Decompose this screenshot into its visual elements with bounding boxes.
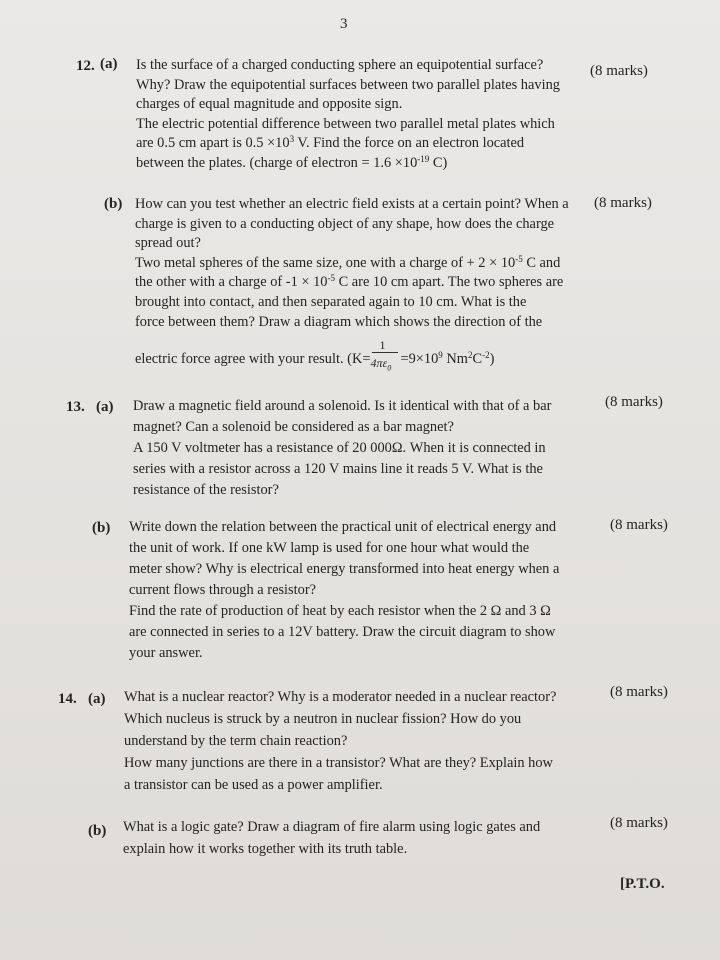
question-14a-text xyxy=(124,686,556,796)
please-turn-over: [P.T.O. xyxy=(620,876,665,892)
question-line: What is a logic gate? Draw a diagram of fire alarm using logic gates and xyxy=(123,819,541,835)
question-line: the other with a charge of $-1 \times 10^{-5}$ C are 10 cm apart. The two spheres are xyxy=(135,273,564,291)
question-line: are 0.5 cm apart is $0.5 \times 10^3$ V. Find the force on an electron located xyxy=(136,134,525,152)
question-14a-marks: (8 marks) xyxy=(610,684,668,700)
question-13b-marks: (8 marks) xyxy=(610,517,668,533)
question-13a-marks: (8 marks) xyxy=(605,394,663,410)
question-12a-label: (a) xyxy=(100,56,118,72)
question-line: current flows through a resistor? xyxy=(129,582,317,598)
question-12b-label: (b) xyxy=(104,196,123,212)
question-line: charge is given to a conducting object of any shape, how does the charge xyxy=(135,215,555,232)
question-line: How can you test whether an electric field exists at a certain point? When a xyxy=(135,196,569,212)
question-line: electric force agree with your result. (K= $\frac{1}{4\pi\varepsilon_0}$ $=9\times 10^9$ $Nm^2C^{-2}$) xyxy=(135,338,495,373)
question-line: The electric potential difference between two parallel metal plates which xyxy=(136,115,555,132)
question-line: the unit of work. If one kW lamp is used for one hour what would the xyxy=(129,540,530,556)
question-line: force between them? Draw a diagram which shows the direction of the xyxy=(135,313,543,330)
question-line: Find the rate of production of heat by each resistor when the 2 Ω and 3 Ω xyxy=(129,603,551,619)
question-13b-label: (b) xyxy=(92,520,111,536)
question-line: Two metal spheres of the same size, one with a charge of + $2 \times 10^{-5}$ C and xyxy=(135,253,561,271)
question-line: resistance of the resistor? xyxy=(133,482,279,498)
question-line: What is a nuclear reactor? Why is a moderator needed in a nuclear reactor? xyxy=(124,689,557,705)
question-line: meter show? Why is electrical energy transformed into heat energy when a xyxy=(129,561,560,577)
page-number: 3 xyxy=(340,16,348,32)
question-line: Why? Draw the equipotential surfaces between two parallel plates having xyxy=(136,76,560,93)
question-12a-marks: (8 marks) xyxy=(590,63,648,79)
question-13-number: 13. xyxy=(66,399,85,415)
question-line: a transistor can be used as a power amplifier. xyxy=(124,777,383,793)
question-line: A 150 V voltmeter has a resistance of 20 000Ω. When it is connected in xyxy=(133,440,546,456)
question-line: Write down the relation between the practical unit of electrical energy and xyxy=(129,519,557,535)
question-line: understand by the term chain reaction? xyxy=(124,733,348,749)
question-13a-text xyxy=(133,396,551,501)
question-line: series with a resistor across a 120 V mains line it reads 5 V. What is the xyxy=(133,461,543,477)
question-13b-text xyxy=(129,517,559,664)
question-line: Draw a magnetic field around a solenoid. Is it identical with that of a bar xyxy=(133,398,552,414)
question-12b-marks: (8 marks) xyxy=(594,195,652,211)
question-line: are connected in series to a 12V battery. Draw the circuit diagram to show xyxy=(129,624,556,640)
question-12b-text xyxy=(135,195,569,373)
question-line: How many junctions are there in a transistor? What are they? Explain how xyxy=(124,755,553,771)
question-line: Which nucleus is struck by a neutron in nuclear fission? How do you xyxy=(124,711,522,727)
question-line: charges of equal magnitude and opposite sign. xyxy=(136,96,403,113)
question-12-number: 12. xyxy=(76,58,95,74)
question-14b-label: (b) xyxy=(88,823,107,839)
question-line: Is the surface of a charged conducting sphere an equipotential surface? xyxy=(136,57,544,73)
question-line: magnet? Can a solenoid be considered as a bar magnet? xyxy=(133,419,454,435)
question-line: your answer. xyxy=(129,645,203,661)
question-14b-text xyxy=(123,816,540,860)
question-line: between the plates. (charge of electron = $1.6 \times 10^{-19}$ C) xyxy=(136,153,448,171)
question-line: explain how it works together with its truth table. xyxy=(123,841,408,857)
question-line: spread out? xyxy=(135,235,201,252)
question-13a-label: (a) xyxy=(96,399,114,415)
question-14a-label: (a) xyxy=(88,691,106,707)
question-14b-marks: (8 marks) xyxy=(610,815,668,831)
k-fraction: $\frac{1}{4\pi\varepsilon_0}$ xyxy=(370,344,400,363)
question-14-number: 14. xyxy=(58,691,77,707)
question-line: brought into contact, and then separated again to 10 cm. What is the xyxy=(135,293,527,310)
question-12a-text xyxy=(136,56,560,174)
